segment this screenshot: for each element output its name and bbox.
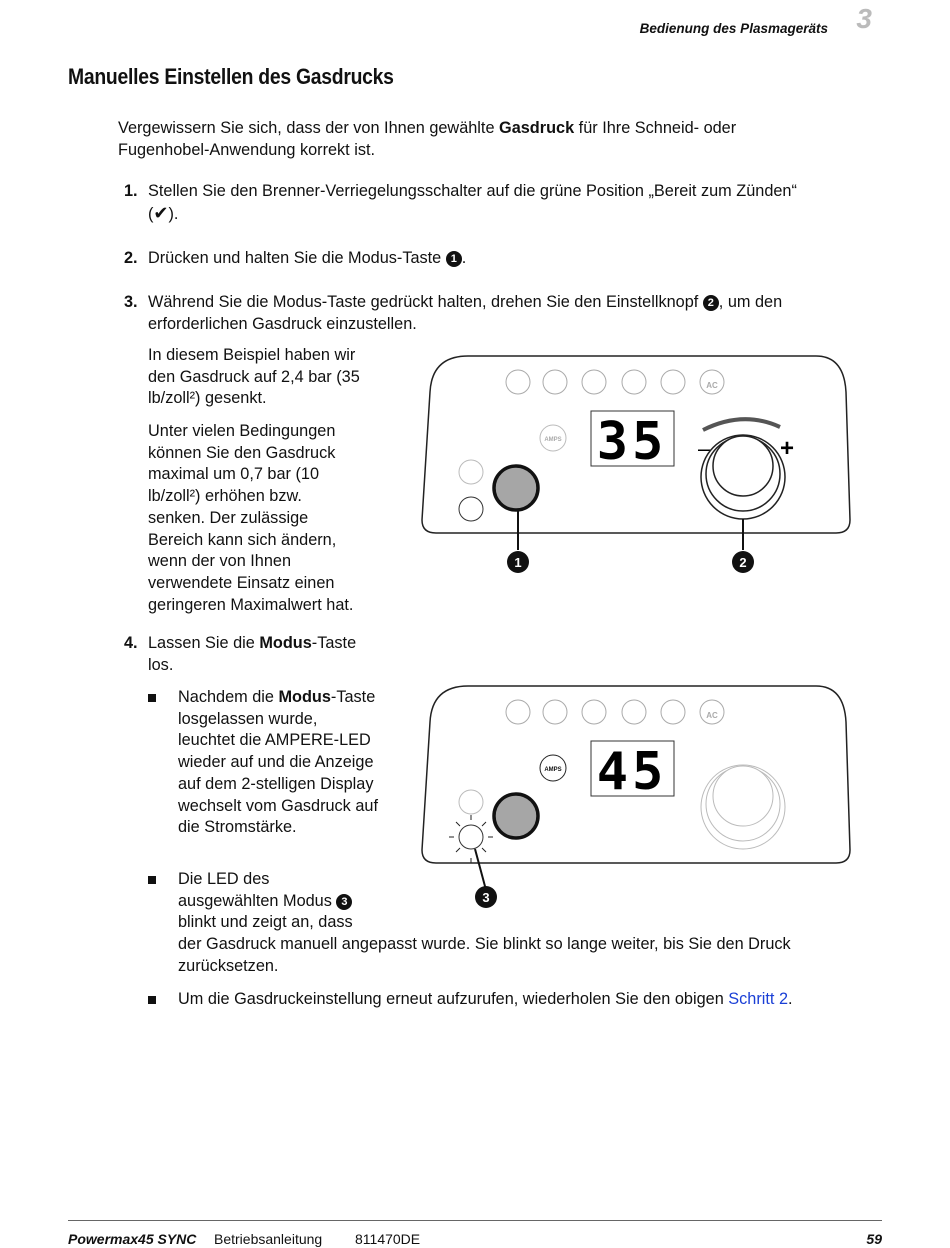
- callout-badge-2: 2: [703, 295, 719, 311]
- gouge-mode-icon: [459, 497, 483, 521]
- step-bold: Modus: [259, 634, 312, 652]
- bullet-bold: Modus: [278, 688, 331, 706]
- step-number: 3.: [124, 293, 138, 311]
- step-1-text: [148, 181, 808, 225]
- page-number: 59: [866, 1231, 882, 1247]
- footer-product: Powermax45 SYNC: [68, 1231, 197, 1247]
- callout-1: 1: [514, 555, 522, 570]
- adjustment-knob: [713, 436, 773, 496]
- intro-bold: Gasdruck: [499, 119, 575, 137]
- bullet-icon: [148, 876, 156, 884]
- bullet-icon: [148, 996, 156, 1004]
- two-digit-display: 35: [596, 412, 668, 472]
- bullet-text-end: blinkt und zeigt an, dass der Gasdruck manuell angepasst wurde. Sie blinkt so lange weiter, bis Sie den Druck zurücksetzen.: [178, 913, 791, 975]
- bullet-text: Um die Gasdruckeinstellung erneut aufzurufen, wiederholen Sie den obigen: [178, 990, 729, 1008]
- callout-3: 3: [482, 890, 490, 905]
- step-2-link[interactable]: Schritt 2: [728, 990, 789, 1008]
- page-title: Manuelles Einstellen des Gasdrucks: [68, 64, 394, 89]
- bullet-text: Nachdem die: [178, 688, 279, 706]
- step-number: 2.: [124, 249, 138, 267]
- bullet-text-end: -Taste losgelassen wurde, leuchtet die AMPERE-LED wieder auf und die Anzeige auf dem 2-stelligen Display wechselt vom Gasdruck auf die Stromstärke.: [178, 688, 378, 837]
- intro-text-end: für Ihre Schneid- oder Fugenhobel-Anwendung korrekt ist.: [118, 119, 737, 159]
- step-text-end: , um den erforderlichen Gasdruck einzustellen.: [148, 293, 783, 333]
- bullet-icon: [148, 694, 156, 702]
- bullet-item: [178, 687, 378, 839]
- step-text-end: .: [461, 249, 467, 267]
- step-text: Während Sie die Modus-Taste gedrückt halten, drehen Sie den Einstellknopf: [148, 293, 703, 311]
- step-number: 1.: [124, 182, 138, 200]
- step-text: Lassen Sie die: [148, 634, 260, 652]
- ac-led-label: AC: [706, 711, 718, 720]
- section-header: Bedienung des Plasmageräts: [639, 21, 828, 36]
- mode-button: [494, 466, 538, 510]
- bullet-item: [178, 989, 858, 1011]
- bullet-text: Die LED des ausgewählten Modus: [178, 870, 337, 910]
- chapter-number: 3: [856, 3, 872, 34]
- footer-divider: [68, 1220, 882, 1221]
- step-text-end: -Taste los.: [148, 634, 357, 674]
- footer-doc-type: Betriebsanleitung: [214, 1231, 323, 1247]
- control-panel-diagram-1: [418, 352, 853, 582]
- step-text-end: ).: [168, 204, 179, 223]
- ac-led-label: AC: [706, 381, 718, 390]
- callout-2: 2: [739, 555, 747, 570]
- minus-sign: –: [698, 436, 711, 461]
- step-2-text: [148, 248, 828, 270]
- step-text: Drücken und halten Sie die Modus-Taste: [148, 249, 446, 267]
- callout-badge-3: 3: [336, 894, 352, 910]
- amps-led-label: AMPS: [544, 437, 562, 443]
- control-panel-diagram-2: [418, 682, 853, 912]
- step-text: Stellen Sie den Brenner-Verriegelungsschalter auf die grüne Position „Bereit zum Zünden“ (: [148, 182, 797, 223]
- amps-led-label: AMPS: [544, 767, 562, 773]
- step-number: 4.: [124, 634, 138, 652]
- step-4-text: [148, 633, 378, 676]
- step-3-text: [148, 292, 838, 335]
- range-paragraph: Unter vielen Bedingungen können Sie den Gasdruck maximal um 0,7 bar (10 lb/zoll²) erhöhen bzw. senken. Der zulässige Bereich kann sich ändern, wenn der von Ihnen verwendete Einsatz einen geringeren Maximalwert hat.: [148, 422, 354, 614]
- gouge-mode-icon: [459, 825, 483, 849]
- footer-doc-code: 811470DE: [355, 1231, 421, 1247]
- bullet-text-end: .: [788, 990, 793, 1008]
- intro-text: Vergewissern Sie sich, dass der von Ihnen gewählte: [118, 119, 500, 137]
- checkmark-icon: ✔: [153, 202, 169, 223]
- plus-sign: +: [780, 435, 795, 462]
- two-digit-display: 45: [596, 742, 668, 802]
- callout-badge-1: 1: [446, 251, 462, 267]
- adjustment-knob-inactive: [701, 765, 785, 849]
- mode-button: [494, 794, 538, 838]
- intro-paragraph: [118, 118, 818, 161]
- example-paragraph: In diesem Beispiel haben wir den Gasdruck auf 2,4 bar (35 lb/zoll²) gesenkt.: [148, 346, 360, 408]
